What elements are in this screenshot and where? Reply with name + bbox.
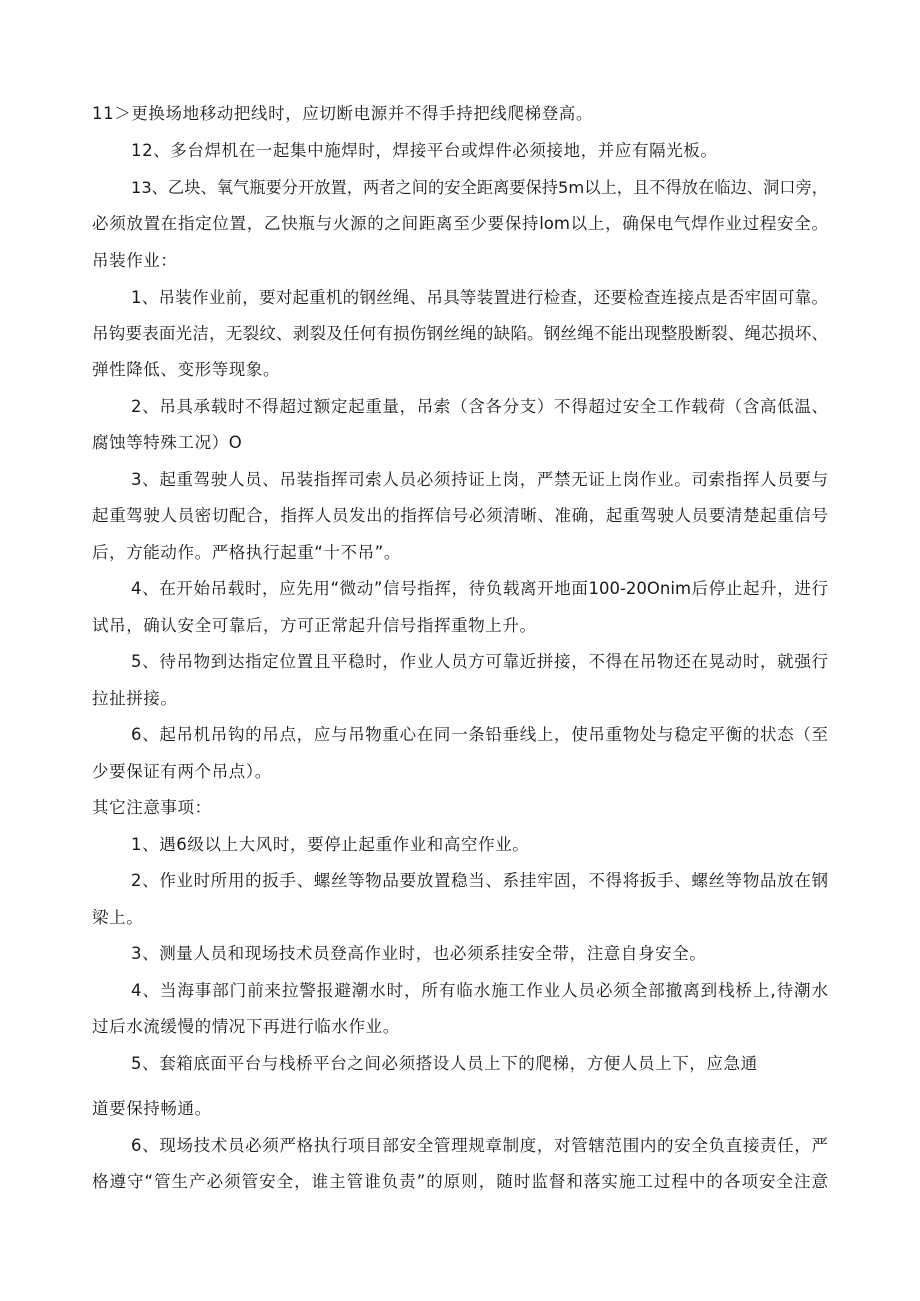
text-line: 吊钩要表面光洁，无裂纹、剥裂及任何有损伤钢丝绳的缺陷。钢丝绳不能出现整股断裂、绳芯损坏、 (92, 324, 828, 343)
text-line: 1、吊装作业前，要对起重机的钢丝绳、吊具等装置进行检查，还要检查连接点是否牢固可靠。 (131, 288, 828, 307)
text-line: 12、多台焊机在一起集中施焊时，焊接平台或焊件必须接地，并应有隔光板。 (131, 141, 718, 160)
text-line: 格遵守“管生产必须管安全，谁主管谁负责”的原则，随时监督和落实施工过程中的各项安全注意 (92, 1172, 828, 1191)
text-line: 试吊，确认安全可靠后，方可正常起升信号指挥重物上升。 (92, 616, 537, 635)
text-line: 13、乙块、氧气瓶要分开放置，两者之间的安全距离要保持5m以上，且不得放在临边、洞口旁， (131, 178, 828, 197)
text-line: 11＞更换场地移动把线时，应切断电源并不得手持把线爬梯登高。 (92, 104, 593, 123)
text-line: 4、在开始吊载时，应先用“微动”信号指挥，待负载离开地面100-20Onim后停止起升，进行 (131, 579, 828, 598)
text-line: 弹性降低、变形等现象。 (92, 360, 281, 379)
text-line: 过后水流缓慢的情况下再进行临水作业。 (92, 1017, 400, 1036)
text-line: 梁上。 (92, 908, 144, 927)
text-line: 道要保持畅通。 (92, 1099, 212, 1118)
text-line: 2、作业时所用的扳手、螺丝等物品要放置稳当、系挂牢固，不得将扳手、螺丝等物品放在钢 (131, 871, 828, 890)
text-line: 后，方能动作。严格执行起重“十不吊”。 (92, 543, 401, 562)
text-line: 6、起吊机吊钩的吊点，应与吊物重心在同一条铅垂线上，使吊重物处与稳定平衡的状态（至 (131, 725, 828, 744)
text-line: 起重驾驶人员密切配合，指挥人员发出的指挥信号必须清晰、准确，起重驾驶人员要清楚起重信号 (92, 506, 828, 525)
text-line: 少要保证有两个吊点）。 (92, 762, 272, 781)
section-heading: 其它注意事项： (92, 798, 212, 817)
text-line: 腐蚀等特殊工况）O (92, 433, 243, 452)
text-line: 3、测量人员和现场技术员登高作业时，也必须系挂安全带，注意自身安全。 (131, 944, 707, 963)
text-line: 4、当海事部门前来拉警报避潮水时，所有临水施工作业人员必须全部撤离到栈桥上,待潮水 (131, 981, 828, 1000)
text-line: 1、遇6级以上大风时，要停止起重作业和高空作业。 (131, 835, 530, 854)
section-heading: 吊装作业： (92, 251, 178, 270)
text-line: 5、待吊物到达指定位置且平稳时，作业人员方可靠近拼接，不得在吊物还在晃动时，就强行 (131, 652, 828, 671)
text-line: 拉扯拼接。 (92, 689, 178, 708)
text-line: 5、套箱底面平台与栈桥平台之间必须搭设人员上下的爬梯，方便人员上下，应急通 (131, 1054, 758, 1073)
text-line: 3、起重驾驶人员、吊装指挥司索人员必须持证上岗，严禁无证上岗作业。司索指挥人员要与 (131, 470, 828, 489)
text-line: 6、现场技术员必须严格执行项目部安全管理规章制度，对管辖范围内的安全负直接责任，严 (131, 1136, 828, 1155)
text-line: 必须放置在指定位置，乙快瓶与火源的之间距离至少要保持lom以上，确保电气焊作业过程安全。 (92, 214, 828, 233)
text-line: 2、吊具承载时不得超过额定起重量，吊索（含各分支）不得超过安全工作载荷（含高低温、 (131, 397, 828, 416)
